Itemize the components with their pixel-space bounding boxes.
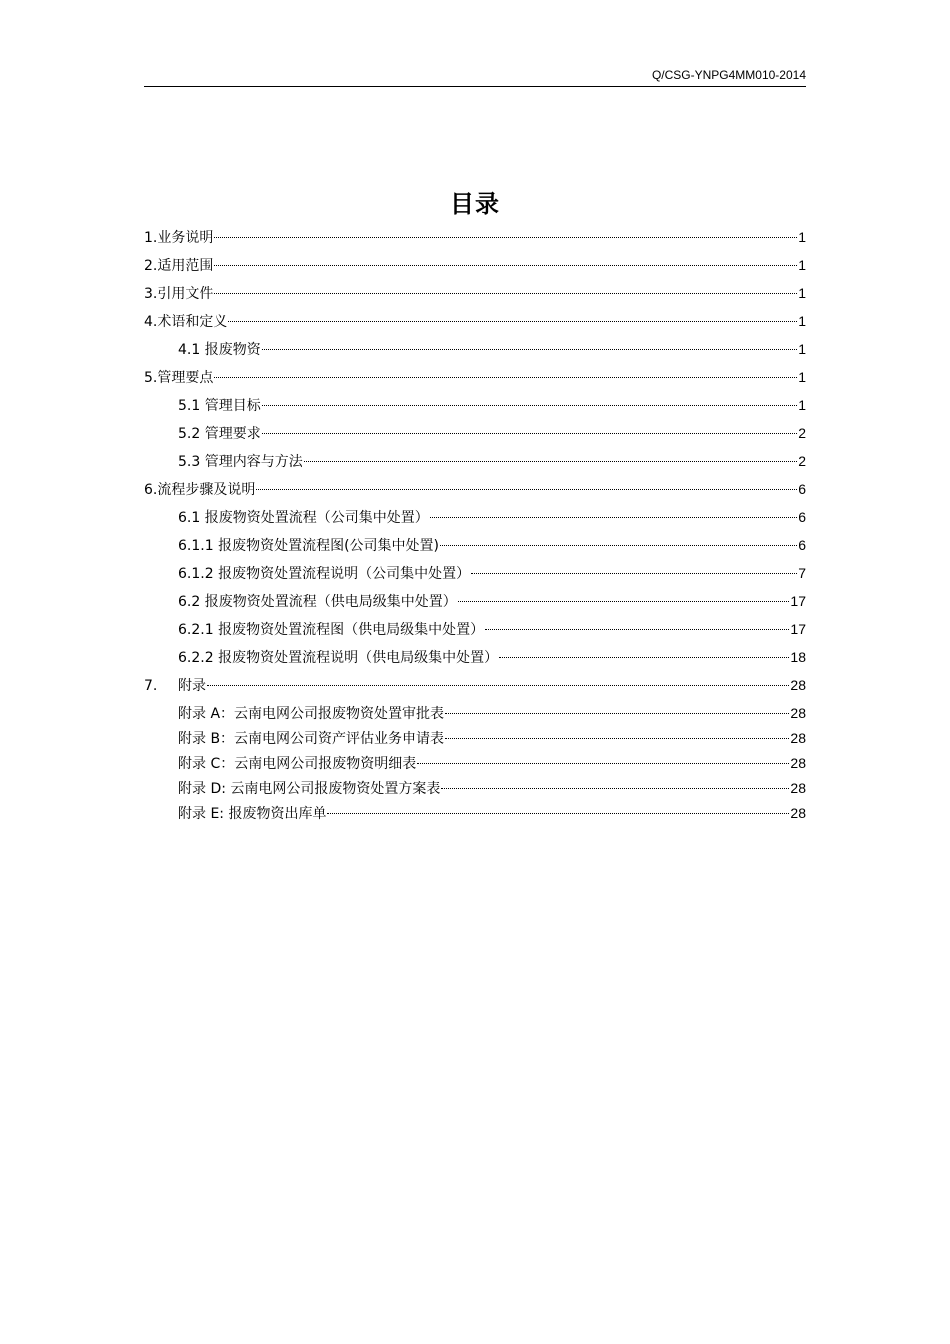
toc-leader-dots	[471, 573, 797, 574]
toc-leader-dots	[327, 813, 789, 814]
toc-entry-text: 1.业务说明	[144, 230, 214, 246]
toc-entry-text: 附录 A：云南电网公司报废物资处置审批表	[178, 706, 445, 722]
toc-page-number: 28	[790, 705, 806, 721]
toc-page-number: 1	[798, 369, 806, 385]
toc-page-number: 6	[798, 537, 806, 553]
toc-leader-dots	[262, 405, 797, 406]
toc-leader-dots	[304, 461, 797, 462]
toc-page-number: 7	[798, 565, 806, 581]
toc-entry-text: 3.引用文件	[144, 286, 214, 302]
toc-leader-dots	[440, 545, 797, 546]
header-rule	[144, 86, 806, 87]
toc-leader-dots	[214, 377, 797, 378]
toc-leader-dots	[485, 629, 789, 630]
toc-leader-dots	[214, 293, 797, 294]
toc-leader-dots	[207, 685, 789, 686]
toc-entry-text: 附录 E: 报废物资出库单	[178, 806, 327, 822]
toc-entry-number: 7.	[144, 678, 158, 694]
toc-entry-text: 5.3 管理内容与方法	[178, 454, 303, 470]
toc-leader-dots	[445, 713, 789, 714]
toc-page-number: 28	[790, 677, 806, 693]
toc-page-number: 28	[790, 730, 806, 746]
toc-entry-text	[144, 675, 206, 697]
table-of-contents	[144, 226, 806, 827]
toc-page-number: 1	[798, 229, 806, 245]
toc-page-number: 18	[790, 649, 806, 665]
toc-leader-dots	[458, 601, 790, 602]
toc-page-number: 1	[798, 257, 806, 273]
toc-entry-management-methods[interactable]	[144, 450, 806, 478]
toc-page-number: 28	[790, 780, 806, 796]
toc-entry-text: 附录 B：云南电网公司资产评估业务申请表	[178, 731, 445, 747]
toc-entry-text: 6.1.2 报废物资处置流程说明（公司集中处置）	[178, 566, 471, 582]
toc-entry-flowchart-bureau[interactable]	[144, 618, 806, 646]
toc-leader-dots	[262, 349, 797, 350]
toc-entry-appendix-d[interactable]	[144, 777, 806, 802]
toc-entry-text: 5.1 管理目标	[178, 398, 261, 414]
toc-page-number: 17	[790, 593, 806, 609]
toc-entry-text: 6.2.2 报废物资处置流程说明（供电局级集中处置）	[178, 650, 499, 666]
toc-entry-process-steps[interactable]	[144, 478, 806, 506]
toc-entry-text: 6.2 报废物资处置流程（供电局级集中处置）	[178, 594, 457, 610]
toc-entry-references[interactable]	[144, 282, 806, 310]
toc-leader-dots	[214, 237, 797, 238]
page-header-code: Q/CSG-YNPG4MM010-2014	[651, 68, 806, 82]
toc-entry-text: 附录 D: 云南电网公司报废物资处置方案表	[178, 781, 441, 797]
toc-page-number: 6	[798, 509, 806, 525]
toc-entry-scrap-materials[interactable]	[144, 338, 806, 366]
toc-leader-dots	[214, 265, 797, 266]
toc-page-number: 2	[798, 425, 806, 441]
toc-entry-appendix-e[interactable]	[144, 802, 806, 827]
toc-page-number: 28	[790, 755, 806, 771]
toc-entry-process-description-bureau[interactable]	[144, 646, 806, 674]
toc-leader-dots	[228, 321, 797, 322]
toc-leader-dots	[499, 657, 789, 658]
toc-entry-management-goals[interactable]	[144, 394, 806, 422]
toc-page-number: 1	[798, 341, 806, 357]
toc-entry-appendix-c[interactable]	[144, 752, 806, 777]
toc-entry-text: 2.适用范围	[144, 258, 214, 274]
toc-entry-management-requirements[interactable]	[144, 422, 806, 450]
toc-leader-dots	[417, 763, 789, 764]
toc-entry-appendix[interactable]	[144, 674, 806, 702]
toc-entry-label: 附录	[178, 678, 206, 694]
toc-entry-appendix-a[interactable]	[144, 702, 806, 727]
toc-entry-scope[interactable]	[144, 254, 806, 282]
toc-entry-text: 5.2 管理要求	[178, 426, 261, 442]
toc-leader-dots	[256, 489, 797, 490]
toc-entry-text: 6.流程步骤及说明	[144, 482, 256, 498]
toc-entry-text: 6.1 报废物资处置流程（公司集中处置）	[178, 510, 429, 526]
toc-page-number: 1	[798, 285, 806, 301]
toc-page-number: 2	[798, 453, 806, 469]
toc-page-number: 28	[790, 805, 806, 821]
toc-entry-process-bureau[interactable]	[144, 590, 806, 618]
toc-page-number: 17	[790, 621, 806, 637]
toc-entry-text: 附录 C：云南电网公司报废物资明细表	[178, 756, 417, 772]
toc-entry-process-company[interactable]	[144, 506, 806, 534]
toc-leader-dots	[430, 517, 797, 518]
toc-leader-dots	[262, 433, 797, 434]
toc-entry-process-description-company[interactable]	[144, 562, 806, 590]
toc-entry-appendix-b[interactable]	[144, 727, 806, 752]
toc-page-number: 1	[798, 397, 806, 413]
toc-entry-text: 6.2.1 报废物资处置流程图（供电局级集中处置）	[178, 622, 485, 638]
toc-entry-flowchart-company[interactable]	[144, 534, 806, 562]
toc-entry-text: 5.管理要点	[144, 370, 214, 386]
toc-entry-text: 4.1 报废物资	[178, 342, 261, 358]
toc-entry-terms[interactable]	[144, 310, 806, 338]
toc-page-number: 6	[798, 481, 806, 497]
toc-leader-dots	[441, 788, 789, 789]
toc-entry-text: 6.1.1 报废物资处置流程图(公司集中处置)	[178, 538, 439, 554]
page-title: 目录	[450, 190, 500, 218]
toc-entry-management-points[interactable]	[144, 366, 806, 394]
toc-entry-text: 4.术语和定义	[144, 314, 228, 330]
toc-entry-business-description[interactable]	[144, 226, 806, 254]
toc-page-number: 1	[798, 313, 806, 329]
toc-leader-dots	[445, 738, 789, 739]
